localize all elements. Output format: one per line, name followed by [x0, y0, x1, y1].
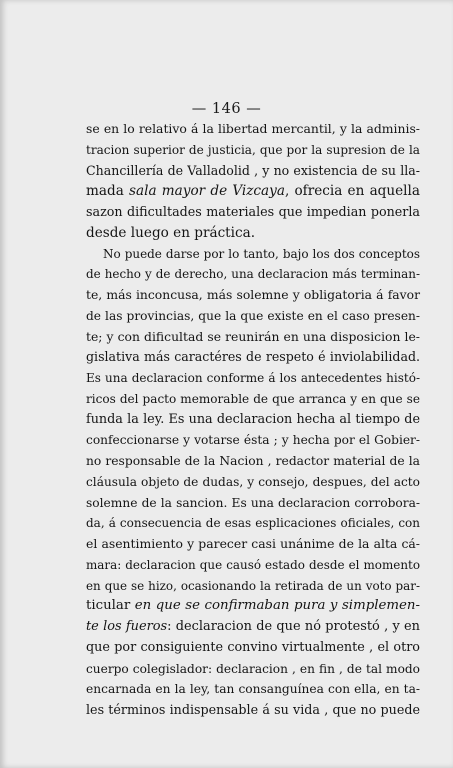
- text-run: : declaracion de que nó protestó , y en: [167, 619, 420, 634]
- text-line: encarnada en la ley, tan consanguínea con ella, en ta-: [86, 682, 420, 697]
- text-line: [86, 181, 420, 202]
- text-line: se en lo relativo á la libertad mercantil, y la adminis-: [86, 121, 420, 136]
- text-line: [86, 596, 420, 617]
- text-line: de hecho y de derecho, una declaracion más terminan-: [86, 267, 420, 282]
- text-line: confeccionarse y votarse ésta ; y hecha por el Gobier-: [86, 433, 420, 448]
- text-line: gislativa más caractéres de respeto é inviolabilidad.: [86, 349, 420, 365]
- text-line: da, á consecuencia de esas esplicaciones oficiales, con: [86, 516, 420, 531]
- text-line: que por consiguiente convino virtualmente , el otro: [86, 639, 420, 655]
- text-line: [86, 617, 420, 638]
- text-line: ricos del pacto memorable de que arranca y en que se: [86, 391, 420, 406]
- italic-run: sala mayor de Vizcaya: [129, 183, 285, 200]
- text-line: cuerpo colegislador: declaracion , en fin , de tal modo: [86, 661, 420, 676]
- text-line: el asentimiento y parecer casi unánime de la alta cá-: [86, 536, 420, 551]
- page-number: — 146 —: [191, 101, 262, 117]
- text-line: Chancillería de Valladolid , y no existencia de su lla-: [86, 162, 420, 178]
- text-line: Es una declaracion conforme á los antecedentes histó-: [86, 371, 420, 385]
- text-line: tracion superior de justicia, que por la supresion de la: [86, 142, 420, 157]
- text-run: , ofrecia en aquella: [284, 183, 420, 200]
- italic-run: en que se confirmaban pura y simplemen-: [134, 598, 420, 614]
- text-line: en que se hizo, ocasionando la retirada de un voto par-: [86, 578, 420, 593]
- text-run: mada: [86, 183, 130, 200]
- text-line: mara: declaracion que causó estado desde el momento: [86, 557, 420, 572]
- text-line: sazon dificultades materiales que impedian ponerla: [86, 204, 420, 219]
- body-text: [86, 119, 420, 721]
- text-line: te; y con dificultad se reunirán en una disposicion le-: [86, 329, 420, 344]
- text-line: no responsable de la Nacion , redactor material de la: [86, 454, 420, 468]
- paragraph-first-line: No puede darse por lo tanto, bajo los dos conceptos: [103, 246, 420, 261]
- text-line: cláusula objeto de dudas, y consejo, despues, del acto: [86, 474, 420, 489]
- text-line: te, más inconcusa, más solemne y obligatoria á favor: [86, 288, 420, 302]
- text-line: de las provincias, que la que existe en el caso presen-: [86, 308, 420, 323]
- text-line: solemne de la sancion. Es una declaracion corrobora-: [86, 495, 420, 510]
- text-line: les términos indispensable á su vida , que no puede: [86, 702, 420, 717]
- text-line: funda la ley. Es una declaracion hecha al tiempo de: [86, 411, 420, 427]
- text-line: desde luego en práctica.: [86, 224, 256, 241]
- italic-run: te los fueros: [86, 619, 168, 634]
- text-run: ticular: [86, 598, 135, 614]
